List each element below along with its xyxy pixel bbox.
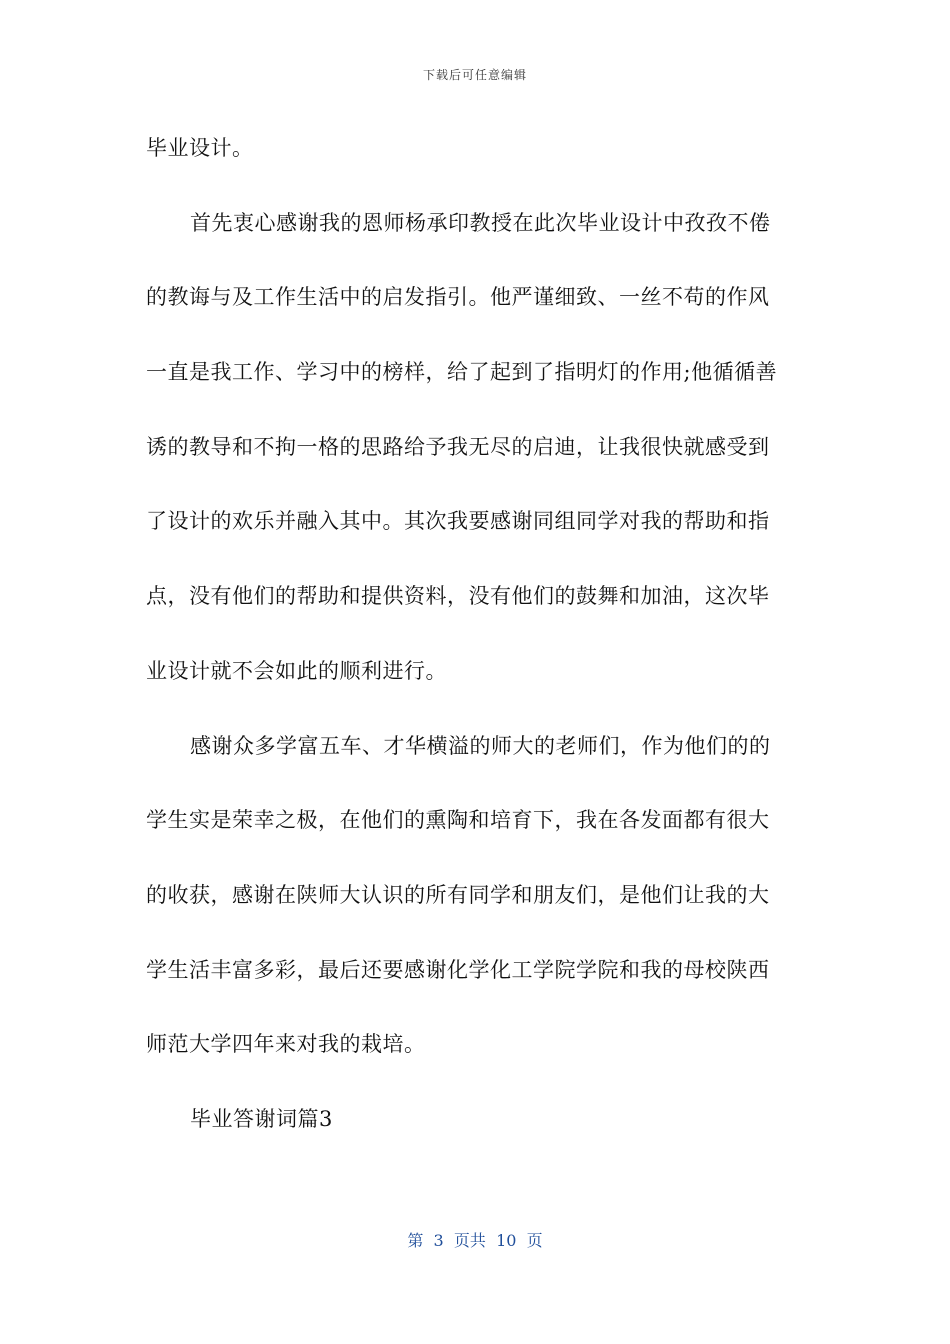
document-body <box>146 122 806 1168</box>
text-line: 点，没有他们的帮助和提供资料，没有他们的鼓舞和加油，这次毕 <box>146 584 770 609</box>
text-line: 学生实是荣幸之极，在他们的熏陶和培育下，我在各发面都有很大 <box>146 808 770 833</box>
text-line: 诱的教导和不拘一格的思路给予我无尽的启迪，让我很快就感受到 <box>146 434 770 459</box>
page-number-footer: 第 3 页共 10 页 <box>407 1231 543 1250</box>
text-line: 师范大学四年来对我的栽培。 <box>146 1032 426 1057</box>
header-note: 下载后可任意编辑 <box>422 68 527 82</box>
paragraph-start-line: 首先衷心感谢我的恩师杨承印教授在此次毕业设计中孜孜不倦 <box>190 210 771 235</box>
section-heading: 毕业答谢词篇3 <box>190 1106 333 1131</box>
text-line: 毕业设计。 <box>146 136 254 160</box>
text-line: 业设计就不会如此的顺利进行。 <box>146 658 447 683</box>
text-line: 一直是我工作、学习中的榜样，给了起到了指明灯的作用;他循循善 <box>146 360 778 385</box>
text-line: 了设计的欢乐并融入其中。其次我要感谢同组同学对我的帮助和指 <box>146 509 770 534</box>
text-line: 的收获，感谢在陕师大认识的所有同学和朋友们，是他们让我的大 <box>146 882 770 907</box>
text-line: 的教诲与及工作生活中的启发指引。他严谨细致、一丝不苟的作风 <box>146 285 770 310</box>
paragraph-start-line: 感谢众多学富五车、才华横溢的师大的老师们，作为他们的的 <box>190 733 771 758</box>
text-line: 学生活丰富多彩，最后还要感谢化学化工学院学院和我的母校陕西 <box>146 957 770 982</box>
